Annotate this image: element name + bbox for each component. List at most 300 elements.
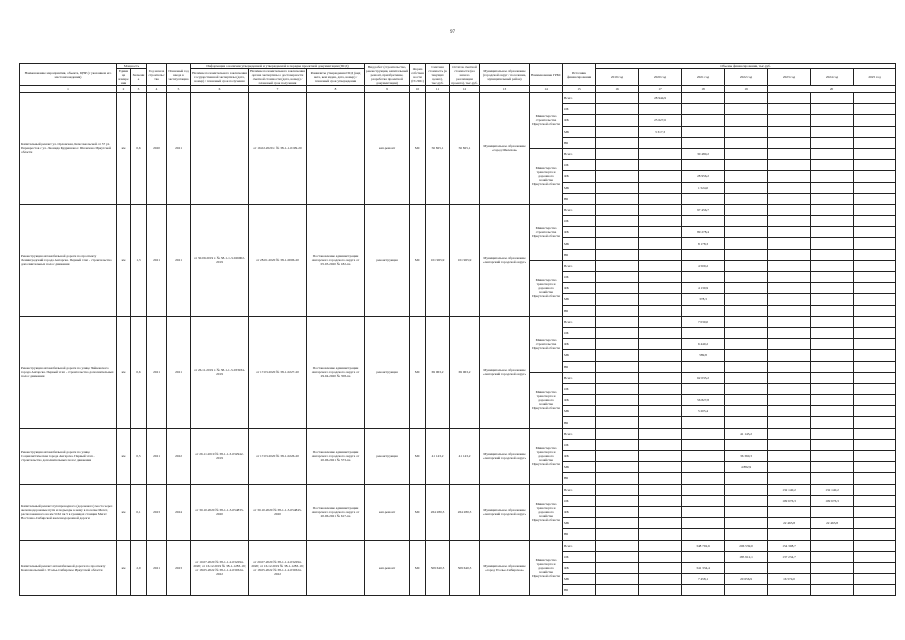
source-cell: Всего [563, 260, 596, 271]
funding-value [596, 227, 639, 238]
funding-value [768, 428, 811, 439]
funding-value [811, 305, 854, 316]
funding-value [854, 439, 896, 450]
funding-value [854, 148, 896, 159]
price-check-cell: от 20.07.2020 № 38-1-1-2-032294-2020; от 16.12.2019 № 38-1-1283-19; от 18.05.2022 № 38-1-1-2-030324-2022 [249, 540, 307, 596]
source-cell: ФБ [563, 227, 596, 238]
object-name: Капитальный ремонт ул. Орловская, Комсомольской от 37 ул. Перекрестов с ул. Леонида Кудряшова г. Шелехово Иркутской области [20, 93, 117, 205]
ownership-cell: МС [410, 316, 426, 428]
table-row [20, 540, 896, 551]
work-type-cell: кап.ремонт [365, 540, 410, 596]
funding-value [596, 294, 639, 305]
column-number: 16 [596, 86, 639, 93]
funding-value [682, 529, 725, 540]
funding-value [768, 350, 811, 361]
funding-value [682, 193, 725, 204]
funding-value: 41 143,2 [725, 428, 768, 439]
funding-value [639, 473, 682, 484]
funding-value [639, 518, 682, 529]
gradbs-cell: Министерство строительства Иркутской области [530, 316, 563, 372]
funding-value [811, 339, 854, 350]
source-cell: ОБ [563, 495, 596, 506]
page-number: 97 [450, 30, 455, 35]
col-balance: Остаток сметной стоимости (на начало реализации проекта), тыс.руб. [451, 64, 478, 85]
funding-value [854, 574, 896, 585]
funding-value: 109 676,3 [768, 495, 811, 506]
funding-value: 341 334,4 [682, 562, 725, 573]
funding-value [811, 238, 854, 249]
source-cell: ВБ [563, 249, 596, 260]
funding-value [725, 473, 768, 484]
column-number: 14 [530, 86, 563, 93]
funding-value [682, 104, 725, 115]
funding-value [854, 406, 896, 417]
funding-value [725, 383, 768, 394]
funding-value [768, 216, 811, 227]
funding-value [854, 473, 896, 484]
funding-value [682, 495, 725, 506]
funding-value: 28 944,9 [639, 93, 682, 104]
funding-value [768, 148, 811, 159]
table-row [20, 204, 896, 215]
funding-value: 589,8 [682, 350, 725, 361]
object-name: Реконструкция автомобильной дороги по улице Чайковского города Ангарска. Первый этап - строительство дополнительных полос движения [20, 316, 117, 428]
funding-value [596, 484, 639, 495]
gradbs-cell: Министерство строительства Иркутской области [530, 93, 563, 149]
funding-value [811, 294, 854, 305]
funding-value [725, 272, 768, 283]
start-year-cell: 2021 [147, 540, 167, 596]
funding-value [854, 551, 896, 562]
funding-value [811, 529, 854, 540]
investment-table [19, 63, 896, 596]
funding-value [811, 182, 854, 193]
funding-value [639, 574, 682, 585]
funding-value [811, 451, 854, 462]
quantity-cell: 0,5 [131, 428, 147, 484]
funding-value [854, 272, 896, 283]
funding-value [639, 406, 682, 417]
quantity-cell: 0,6 [131, 316, 147, 428]
col-name: Наименование мероприятия, объекта, ЦНР (с указанием его местонахождения) [20, 64, 117, 86]
funding-value [725, 316, 768, 327]
funding-value [596, 238, 639, 249]
funding-value: 25 627,6 [639, 115, 682, 126]
funding-value [639, 104, 682, 115]
price-check-cell: от 17.03.2020 № 38-1-0227-20 [249, 316, 307, 428]
funding-value [639, 260, 682, 271]
funding-value [811, 327, 854, 338]
funding-value [811, 193, 854, 204]
funding-value [639, 495, 682, 506]
work-type-cell: реконструкция [365, 428, 410, 484]
start-year-cell: 2020 [147, 93, 167, 205]
funding-value [725, 283, 768, 294]
funding-value [596, 506, 639, 517]
balance-cell: 509 640,3 [450, 540, 480, 596]
funding-value [596, 361, 639, 372]
approval-cell: Постановление администрации Ангарского городского округа от 20.06.2021 № 573-па [307, 428, 365, 484]
funding-value [725, 372, 768, 383]
funding-value [639, 216, 682, 227]
funding-value [854, 316, 896, 327]
funding-value [682, 305, 725, 316]
funding-value [596, 462, 639, 473]
source-cell: МБ [563, 126, 596, 137]
funding-value [768, 294, 811, 305]
funding-value [596, 260, 639, 271]
col-quantity: Значение [131, 69, 147, 86]
price-check-cell: от 30.10.2020 № 38-1-1-3-054843-2020 [249, 484, 307, 540]
ownership-cell: МС [410, 428, 426, 484]
funding-value [854, 294, 896, 305]
funding-value: 132 140,2 [768, 484, 811, 495]
expertise-cell: от 30.09.2019 г. № 38-1-1-3-026902-2019 [191, 204, 249, 316]
approval-cell: Постановление администрации Ангарского городского округа от 20.06.2021 № 617-па [307, 484, 365, 540]
funding-value [639, 439, 682, 450]
col-unit: Единица измерения [117, 69, 131, 86]
funding-value [768, 451, 811, 462]
work-type-cell: кап.ремонт [365, 484, 410, 540]
balance-cell: 101 965,9 [450, 204, 480, 316]
object-name: Капитальный ремонт автомобильной дороги по проспекту Комсомольский г. Усолье-Сибирское Иркутской области [20, 540, 117, 596]
unit-cell: км [117, 484, 131, 540]
source-cell: ФБ [563, 339, 596, 350]
quantity-cell: 1,3 [131, 204, 147, 316]
funding-value [596, 473, 639, 484]
funding-value [682, 383, 725, 394]
funding-value [811, 383, 854, 394]
funding-value [596, 406, 639, 417]
funding-value: 109 676,3 [811, 495, 854, 506]
funding-value [682, 551, 725, 562]
funding-value: 8 178,3 [682, 238, 725, 249]
column-number: 20 [768, 86, 896, 93]
col-capacity: Мощность [117, 64, 147, 69]
column-number: 5 [167, 86, 191, 93]
funding-value [725, 417, 768, 428]
funding-value [596, 350, 639, 361]
funding-value [811, 137, 854, 148]
funding-value [854, 562, 896, 573]
funding-value [854, 283, 896, 294]
col-work-type: Вид работ (строительство, реконструкция, капитальный ремонт, приобретение, разработка проектной документации) [366, 64, 409, 85]
funding-value [854, 171, 896, 182]
funding-value [768, 260, 811, 271]
funding-value [639, 283, 682, 294]
funding-value [811, 171, 854, 182]
funding-value [768, 383, 811, 394]
funding-value [682, 451, 725, 462]
source-cell: ОБ [563, 104, 596, 115]
source-cell: МБ [563, 574, 596, 585]
column-number-row [20, 86, 896, 93]
funding-value [768, 316, 811, 327]
funding-value [854, 540, 896, 551]
col-approval: Реквизиты утверждения ПСД (вид акта, кем издан, дата, номер) / плановый срок утверждения [307, 69, 365, 86]
funding-value [682, 417, 725, 428]
funding-value [682, 126, 725, 137]
funding-value: 4 130,9 [682, 283, 725, 294]
funding-value [639, 249, 682, 260]
gradbs-cell: Министерство строительства Иркутской области [530, 204, 563, 260]
funding-value [725, 227, 768, 238]
funding-value [596, 283, 639, 294]
funding-value [639, 529, 682, 540]
funding-value [682, 473, 725, 484]
funding-value [854, 305, 896, 316]
start-year-cell: 2021 [147, 428, 167, 484]
funding-value [725, 305, 768, 316]
funding-value [854, 126, 896, 137]
source-cell: МБ [563, 406, 596, 417]
funding-value [639, 272, 682, 283]
funding-value [768, 137, 811, 148]
funding-value [811, 462, 854, 473]
funding-value [768, 339, 811, 350]
funding-value [811, 283, 854, 294]
source-cell: ВБ [563, 417, 596, 428]
funding-value [854, 361, 896, 372]
funding-value [854, 428, 896, 439]
expertise-cell [191, 93, 249, 205]
funding-value [854, 193, 896, 204]
funding-value [811, 506, 854, 517]
funding-value [639, 160, 682, 171]
unit-cell: км [117, 204, 131, 316]
funding-value [725, 294, 768, 305]
price-check-cell: от 28.01.2020 № 38-1-0006-20 [249, 204, 307, 316]
funding-value: 30 480,2 [682, 148, 725, 159]
source-cell: ФБ [563, 562, 596, 573]
funding-value [854, 417, 896, 428]
col-expertise: Наличие положительного заключения государственной экспертизы (дата, номер) / плановый срок получения [191, 69, 249, 86]
column-number: 8 [307, 86, 365, 93]
ownership-cell: МС [410, 204, 426, 316]
column-number: 10 [410, 86, 426, 93]
column-number: 15 [563, 86, 596, 93]
funding-value [725, 171, 768, 182]
expertise-cell: от 10.07.2020 № 38-1-1-2-032294-2020; от 16.12.2019 № 38-1-1283-19; от 18.05.2022 № 38-1-1-2-030324-2022 [191, 540, 249, 596]
funding-value [596, 316, 639, 327]
funding-value [639, 540, 682, 551]
start-year-cell: 2023 [147, 484, 167, 540]
cost-cell: 101 965,9 [426, 204, 450, 316]
funding-value: 36 360,3 [725, 451, 768, 462]
funding-value [725, 339, 768, 350]
funding-value [596, 339, 639, 350]
municipality-cell: Муниципальное образование «город Усолье-Сибирское» [480, 540, 530, 596]
funding-value [811, 126, 854, 137]
source-cell: Всего [563, 372, 596, 383]
balance-cell: 264 280,3 [450, 484, 480, 540]
funding-value [639, 305, 682, 316]
funding-value [596, 204, 639, 215]
col-start-year: Год начала строительства [147, 64, 167, 86]
source-cell: ФБ [563, 283, 596, 294]
funding-value [811, 585, 854, 596]
funding-value [854, 238, 896, 249]
funding-value [811, 104, 854, 115]
object-name: Капитальный ремонт путепроводного (дорожного) моста через железнодорожные пути и подъезды к нему в поселке Мегет, расположенного на км 5162 пк 5 в границах станции Мегет Восточно-Сибирской железнодорожной дороги [20, 484, 117, 540]
plan-year-cell: 2024 [167, 484, 191, 540]
funding-value [725, 148, 768, 159]
source-cell: ОБ [563, 160, 596, 171]
approval-cell: Постановление администрации Ангарского городского округа от 05.03.2020 № 182-па [307, 204, 365, 316]
funding-value [768, 417, 811, 428]
municipality-cell: Муниципальное образование «город Шелехов» [480, 93, 530, 205]
funding-value [854, 249, 896, 260]
funding-value [811, 540, 854, 551]
funding-value [854, 372, 896, 383]
funding-value [725, 484, 768, 495]
funding-value [725, 216, 768, 227]
funding-value [596, 272, 639, 283]
source-cell: ОБ [563, 327, 596, 338]
source-cell: ФБ [563, 115, 596, 126]
table-row [20, 484, 896, 495]
unit-cell: км [117, 428, 131, 484]
funding-value [596, 585, 639, 596]
col-year: 2019 год [596, 69, 639, 86]
funding-value: 348 792,6 [682, 540, 725, 551]
funding-value [682, 585, 725, 596]
funding-value [768, 182, 811, 193]
funding-value [854, 182, 896, 193]
funding-value [639, 327, 682, 338]
funding-value [854, 160, 896, 171]
ownership-cell: МС [410, 540, 426, 596]
funding-value [596, 383, 639, 394]
municipality-cell: Муниципальное образование «Ангарский городской округ» [480, 484, 530, 540]
source-cell: МБ [563, 182, 596, 193]
municipality-cell: Муниципальное образование «Ангарский городской округ» [480, 204, 530, 316]
funding-value: 16 574,0 [768, 574, 811, 585]
funding-value [811, 417, 854, 428]
funding-value [596, 417, 639, 428]
funding-value: 6 440,2 [682, 339, 725, 350]
funding-value [854, 383, 896, 394]
source-cell: ВБ [563, 585, 596, 596]
funding-value [725, 495, 768, 506]
gradbs-cell: Министерство транспорта и дорожного хозяйства Иркутской области [530, 540, 563, 596]
funding-value [596, 126, 639, 137]
funding-value [768, 395, 811, 406]
funding-value: 22 463,8 [811, 518, 854, 529]
column-number: 18 [682, 86, 725, 93]
funding-value [854, 451, 896, 462]
gradbs-cell: Министерство транспорта и дорожного хозяйства Иркутской области [530, 260, 563, 316]
funding-value [639, 428, 682, 439]
unit-cell: км [117, 316, 131, 428]
funding-value [854, 495, 896, 506]
funding-value [811, 439, 854, 450]
funding-value [768, 283, 811, 294]
funding-value: 185 912,1 [725, 551, 768, 562]
funding-value [725, 562, 768, 573]
col-source: Источник финансирования [563, 64, 596, 86]
funding-value: 89 278,4 [682, 227, 725, 238]
table-row [20, 316, 896, 327]
funding-value [768, 126, 811, 137]
funding-value [682, 428, 725, 439]
quantity-cell: 0,6 [131, 93, 147, 205]
funding-value [596, 182, 639, 193]
funding-value [854, 115, 896, 126]
funding-value [639, 148, 682, 159]
ownership-cell: МС [410, 484, 426, 540]
funding-value [596, 395, 639, 406]
funding-value [768, 529, 811, 540]
funding-value: 7 458,1 [682, 574, 725, 585]
cost-cell: 509 640,3 [426, 540, 450, 596]
funding-value [768, 473, 811, 484]
source-cell: МБ [563, 238, 596, 249]
funding-value: 154 308,7 [768, 540, 811, 551]
funding-value [725, 126, 768, 137]
funding-value [725, 204, 768, 215]
funding-value [639, 417, 682, 428]
funding-value [854, 585, 896, 596]
funding-value [768, 160, 811, 171]
municipality-cell: Муниципальное образование «Ангарский городской округ» [480, 316, 530, 428]
col-funding: Объемы финансирования, тыс.руб. [596, 64, 896, 69]
col-year: 2024 год [811, 69, 854, 86]
funding-value [768, 327, 811, 338]
funding-value [725, 395, 768, 406]
source-cell: Всего [563, 540, 596, 551]
funding-value [854, 506, 896, 517]
funding-value [725, 193, 768, 204]
funding-value: 1 524,0 [682, 182, 725, 193]
funding-value [768, 361, 811, 372]
gradbs-cell: Министерство транспорта и дорожного хозяйства Иркутской области [530, 428, 563, 484]
funding-value [639, 484, 682, 495]
table-head [20, 64, 896, 93]
funding-value [725, 506, 768, 517]
funding-value [811, 574, 854, 585]
funding-value [639, 204, 682, 215]
cost-cell: 41 143,2 [426, 428, 450, 484]
table-body [20, 93, 896, 596]
source-cell: ВБ [563, 361, 596, 372]
funding-value [639, 395, 682, 406]
funding-value [811, 473, 854, 484]
funding-value [768, 506, 811, 517]
funding-value [596, 551, 639, 562]
source-cell: ВБ [563, 473, 596, 484]
funding-value [725, 350, 768, 361]
funding-value [811, 316, 854, 327]
balance-cell: 41 143,2 [450, 428, 480, 484]
col-year: 2021 год [682, 69, 725, 86]
col-year: 2022 год [725, 69, 768, 86]
funding-value [768, 93, 811, 104]
col-price-check: Наличие положительного заключения органа экспертизы о достоверности сметной стоимости (дата, номер) / плановый срок получения [250, 69, 305, 85]
funding-value [811, 395, 854, 406]
funding-value [639, 383, 682, 394]
funding-value [639, 316, 682, 327]
funding-value [596, 428, 639, 439]
funding-value [596, 137, 639, 148]
funding-value [725, 529, 768, 540]
source-cell: ФБ [563, 171, 596, 182]
column-number: 11 [426, 86, 450, 93]
funding-value: 132 140,2 [811, 484, 854, 495]
expertise-cell: от 26.11.2019 № 38-1-1-3-032942-2019 [191, 428, 249, 484]
funding-value [639, 350, 682, 361]
price-check-cell: от 17.03.2020 № 38-1-0226-20 [249, 428, 307, 484]
